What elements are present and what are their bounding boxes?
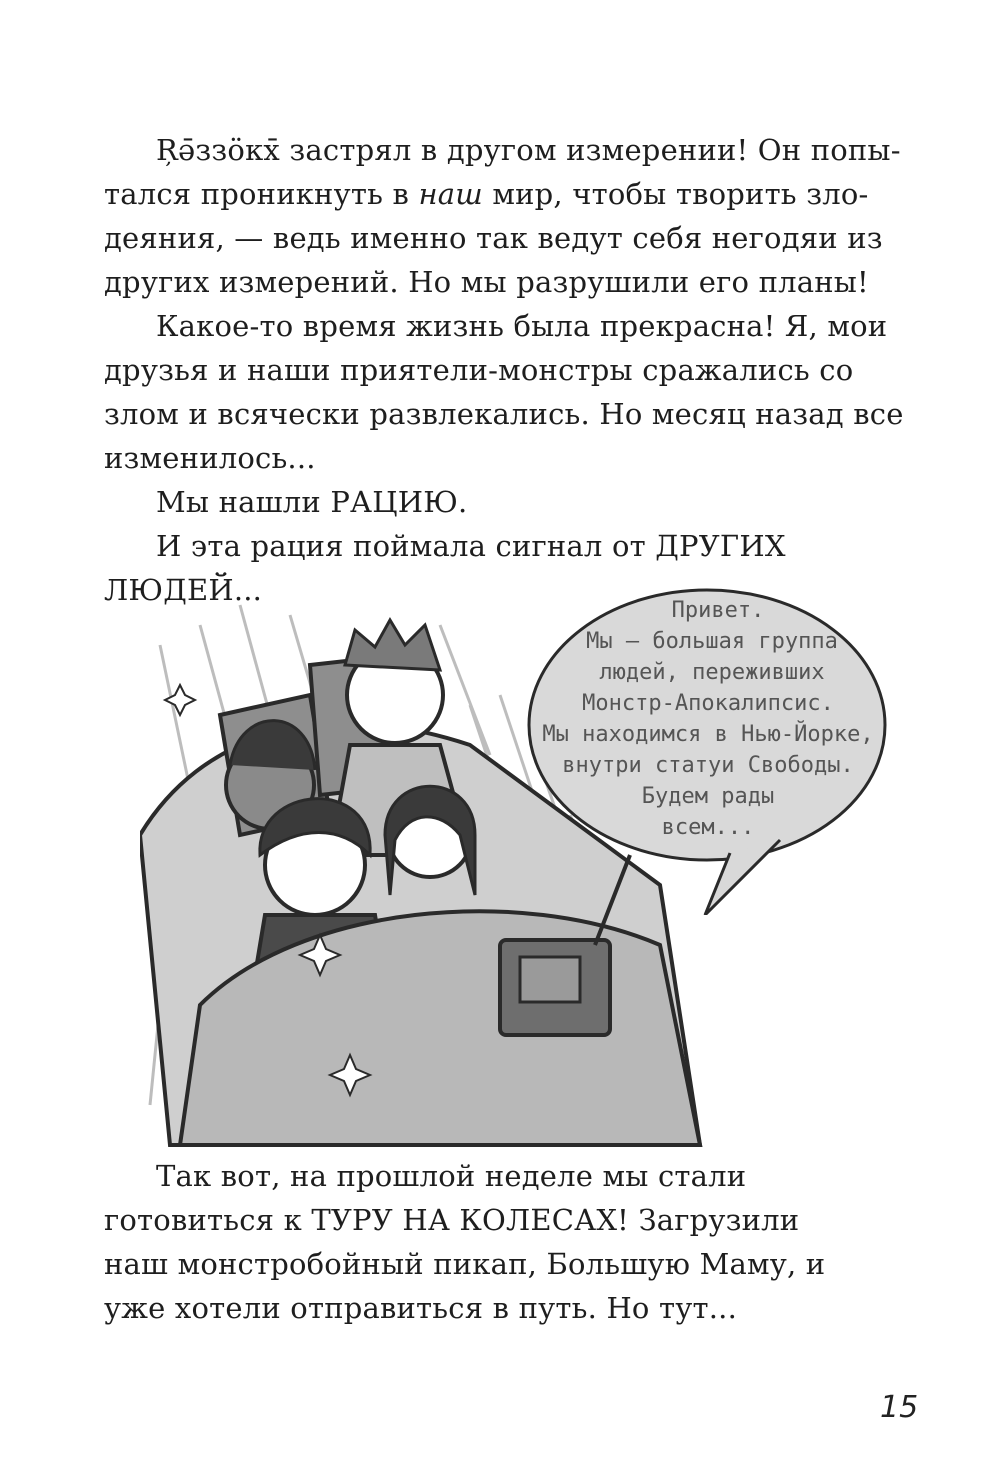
text-line: друзья и наши приятели-монстры сражались со xyxy=(104,353,854,387)
text-line: Какое-то время жизнь была прекрасна! Я, мои xyxy=(156,309,888,343)
text-line: готовиться к ТУРУ НА КОЛЕСАХ! Загрузили xyxy=(104,1203,800,1237)
speech-line: Мы находимся в Нью-Йорке, xyxy=(542,722,874,747)
speech-line: людей, переживших xyxy=(599,660,825,685)
text-line: других измерений. Но мы разрушили его планы! xyxy=(104,265,869,299)
text-line-part: тался проникнуть в xyxy=(104,177,419,211)
speech-line: Мы — большая группа xyxy=(586,629,838,654)
text-line xyxy=(104,176,869,212)
text-line-part: мир, чтобы творить зло- xyxy=(482,177,869,211)
text-line: Так вот, на прошлой неделе мы стали xyxy=(156,1159,747,1193)
text-line: деяния, — ведь именно так ведут себя негодяи из xyxy=(104,221,883,255)
speech-line: Привет. xyxy=(671,598,765,623)
emphasis-word: наш xyxy=(418,177,483,211)
page-number: 15 xyxy=(880,1390,919,1425)
speech-line: Будем рады xyxy=(641,784,775,809)
character-hair xyxy=(345,620,440,670)
text-line: Ŗә̄ззӧкх̄ застрял в другом измерении! Он попы- xyxy=(156,133,901,167)
comic-illustration xyxy=(140,585,890,1150)
text-line: Мы нашли РАЦИЮ. xyxy=(156,485,468,519)
speech-line: внутри статуи Свободы. xyxy=(562,753,854,778)
text-line: наш монстробойный пикап, Большую Маму, и xyxy=(104,1247,826,1281)
text-line: злом и всячески развлекались. Но месяц назад все xyxy=(104,397,904,431)
speech-line: всем... xyxy=(661,815,755,840)
radio-screen xyxy=(520,957,580,1002)
speech-line: Монстр-Апокалипсис. xyxy=(582,691,834,716)
text-line: уже хотели отправиться в путь. Но тут... xyxy=(104,1291,738,1325)
text-line: ЛЮДЕЙ... xyxy=(104,573,263,607)
text-line: изменилось... xyxy=(104,441,316,475)
text-line: И эта рация поймала сигнал от ДРУГИХ xyxy=(156,529,786,563)
